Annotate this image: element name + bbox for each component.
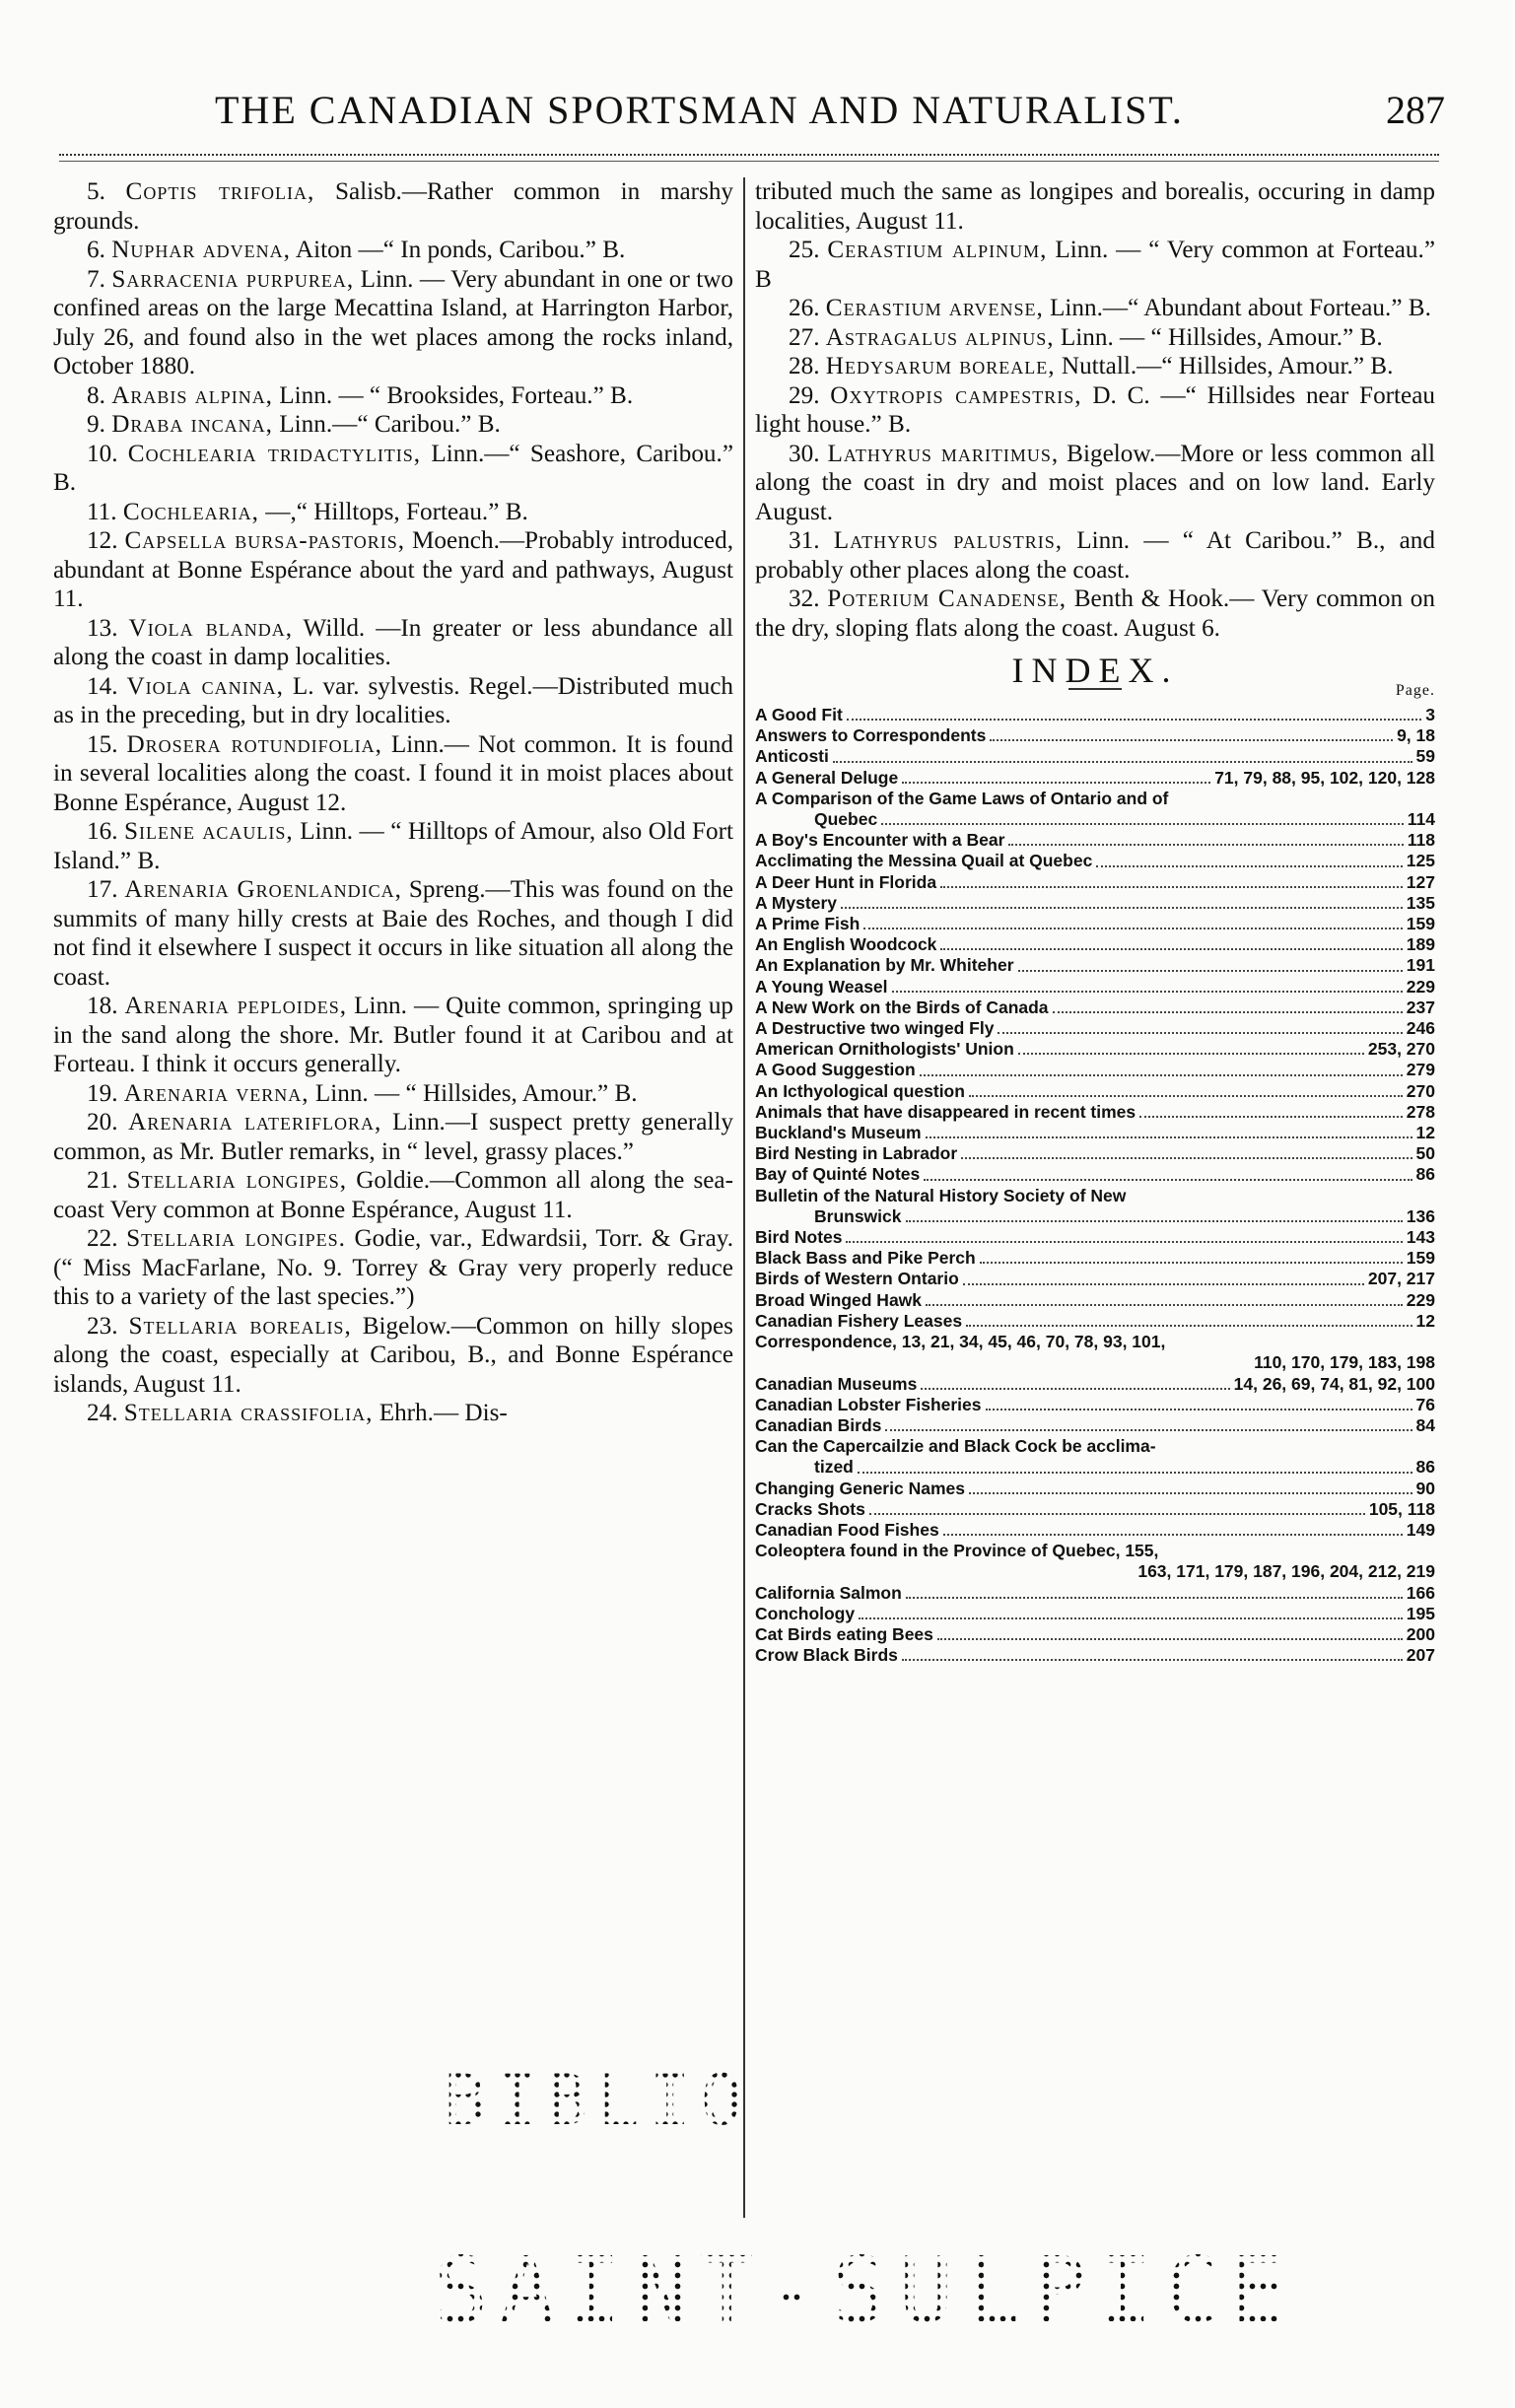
column-divider	[743, 177, 745, 2218]
dot-leader	[863, 928, 1402, 929]
entry-number: 18.	[87, 993, 118, 1019]
index-entry-title: Acclimating the Messina Quail at Quebec	[755, 851, 1093, 871]
index-entry	[755, 1541, 1435, 1561]
index-entry-pages: 143	[1406, 1227, 1435, 1248]
entry-text: D. C. —“ Hillsides near Forteau light house.” B.	[755, 381, 1435, 438]
index-entry	[755, 977, 1435, 998]
species-entry	[755, 236, 1435, 294]
species-entry	[53, 236, 733, 265]
index-entry	[755, 1164, 1435, 1185]
index-entry	[755, 1039, 1435, 1060]
index-entry-pages: 237	[1406, 997, 1435, 1017]
entry-number: 24.	[87, 1400, 118, 1426]
species-name: Nuphar advena,	[111, 237, 291, 263]
species-name: Viola blanda,	[128, 614, 293, 642]
index-entry	[755, 872, 1435, 893]
species-name: Lathyrus maritimus,	[827, 440, 1060, 467]
index-entry-title: A Good Suggestion	[755, 1060, 916, 1080]
index-entry-title: Canadian Birds	[755, 1414, 882, 1435]
entry-number: 27.	[789, 323, 820, 351]
dot-leader	[885, 1429, 1412, 1431]
species-name: Coptis trifolia,	[125, 178, 315, 205]
entry-number: 13.	[87, 614, 118, 642]
species-name: Arabis alpina,	[111, 381, 273, 409]
index-entry	[755, 725, 1435, 746]
index-entry	[755, 1143, 1435, 1164]
index-entry	[755, 809, 1435, 830]
index-entry	[755, 851, 1435, 871]
entry-number: 8.	[87, 381, 105, 409]
index-entry-title: Crow Black Birds	[755, 1645, 898, 1666]
index-page-label: Page.	[1395, 681, 1435, 699]
species-entry	[755, 323, 1435, 353]
index-entry-pages: 270	[1406, 1080, 1435, 1101]
dot-leader	[1018, 970, 1403, 972]
entry-text: Benth & Hook.— Very common on the dry, sloping flats along the coast. August 6.	[755, 585, 1435, 642]
species-entry	[755, 585, 1435, 643]
index-entry-title: Buckland's Museum	[755, 1123, 922, 1143]
index-entry	[755, 789, 1435, 809]
index-entry	[755, 914, 1435, 934]
species-name: Drosera rotundifolia,	[126, 730, 382, 758]
index-entry	[755, 1206, 1435, 1227]
index-entry-title: Bulletin of the Natural History Society of New	[755, 1185, 1127, 1205]
entry-text: Godie, var., Edwardsii, Torr. & Gray. (“ Miss MacFarlane, No. 9. Torrey & Gray very properly reduce this to a variety of the last species.”)	[53, 1225, 733, 1310]
species-name: Lathyrus palustris,	[833, 527, 1064, 554]
index-entry	[755, 1499, 1435, 1520]
species-entry	[755, 440, 1435, 527]
right-entries	[755, 236, 1435, 643]
index-entry-title: California Salmon	[755, 1582, 902, 1603]
dot-leader	[1139, 1116, 1403, 1118]
index-entry-pages: 86	[1415, 1164, 1435, 1185]
index-entry-pages: 159	[1406, 914, 1435, 934]
dot-leader	[859, 1617, 1403, 1619]
index-entry-title: An English Woodcock	[755, 934, 937, 955]
dot-leader	[1018, 1053, 1364, 1055]
index-entry	[755, 1604, 1435, 1624]
species-name: Stellaria crassifolia,	[123, 1400, 374, 1426]
entry-number: 21.	[87, 1167, 118, 1194]
index-entry-title: A Deer Hunt in Florida	[755, 871, 937, 892]
entry-text: Ehrh.— Dis-	[373, 1400, 508, 1426]
dot-leader	[963, 1283, 1364, 1285]
species-entry	[53, 381, 733, 411]
index-entry-pages: 125	[1406, 851, 1435, 871]
index-entry-pages: 86	[1415, 1457, 1435, 1478]
dot-leader	[926, 1136, 1412, 1138]
index-entry-pages: 12	[1415, 1310, 1435, 1331]
index-entry-pages: 229	[1406, 976, 1435, 997]
dot-leader	[892, 991, 1403, 993]
entry-number: 16.	[87, 818, 118, 845]
species-name: Cochlearia,	[122, 498, 259, 525]
index-entry	[755, 1561, 1435, 1582]
entry-text: Linn.—“ Abundant about Forteau.” B.	[1043, 295, 1431, 321]
index-entry	[755, 1645, 1435, 1666]
entry-text: Linn.— Not common. It is found in several localities along the coast. I found it in moist places about Bonne Espérance, August 12.	[53, 730, 733, 816]
species-entry	[53, 672, 733, 730]
index-entry-title: American Ornithologists' Union	[755, 1039, 1014, 1060]
index-entry-title: Cracks Shots	[755, 1498, 865, 1519]
index-entry-title: An Explanation by Mr. Whiteher	[755, 955, 1014, 976]
index-entry	[755, 893, 1435, 914]
dot-leader	[906, 1220, 1403, 1222]
index-entry-pages: 118	[1407, 830, 1435, 851]
index-entry-pages: 3	[1425, 705, 1435, 724]
index-entry-title: Canadian Lobster Fisheries	[755, 1394, 982, 1414]
entry-text: Moench.—Probably introduced, abundant at Bonne Espérance about the yard and pathways, August 11.	[53, 527, 734, 612]
index-entry	[755, 1102, 1435, 1123]
dot-leader	[921, 1388, 1229, 1390]
dot-leader	[998, 1032, 1402, 1034]
index-entry-pages: 253, 270	[1367, 1039, 1435, 1060]
index-entry-pages: 246	[1406, 1018, 1435, 1039]
index-entry-pages: 159	[1406, 1248, 1435, 1269]
index-entry	[755, 1018, 1435, 1039]
index-entry-title: Animals that have disappeared in recent times	[755, 1101, 1136, 1122]
species-name: Stellaria borealis,	[128, 1312, 352, 1340]
entry-number: 15.	[87, 730, 118, 758]
species-entry	[755, 294, 1435, 323]
index-entry	[755, 1520, 1435, 1541]
species-name: Poterium Canadense,	[827, 585, 1067, 612]
dot-leader	[943, 1534, 1403, 1536]
species-entry	[53, 730, 733, 818]
dot-leader	[980, 1262, 1403, 1264]
entry-text: —,“ Hilltops, Forteau.” B.	[258, 498, 528, 525]
index-entry-title: Anticosti	[755, 746, 829, 767]
index-list	[755, 705, 1435, 1666]
running-header	[55, 87, 1445, 146]
entry-number: 11.	[87, 498, 117, 525]
index-entry-title: A Young Weasel	[755, 976, 888, 997]
index-entry-title: Correspondence, 13, 21, 34, 45, 46, 70, 78, 93, 101,	[755, 1332, 1166, 1352]
species-name: Cerastium alpinum,	[827, 237, 1048, 263]
index-entry-title: Answers to Correspondents	[755, 725, 987, 746]
index-entry-pages: 90	[1415, 1478, 1435, 1498]
index-entry-pages: 135	[1406, 892, 1435, 913]
entry-number: 20.	[87, 1109, 118, 1135]
dot-leader	[906, 1597, 1403, 1599]
entry-text: Linn. — “ Very common at Forteau.” B	[755, 237, 1436, 293]
index-entry-pages: 114	[1407, 809, 1435, 830]
species-name: Cerastium arvense,	[825, 295, 1044, 321]
index-entry-title: Conchology	[755, 1603, 856, 1623]
dot-leader	[902, 1659, 1403, 1661]
index-entry	[755, 1290, 1435, 1311]
index-entry-title: A General Deluge	[755, 767, 899, 788]
index-entry-title: Canadian Fishery Leases	[755, 1310, 963, 1331]
dot-leader	[1096, 865, 1402, 867]
index-entry-title: A Comparison of the Game Laws of Ontario and of	[755, 788, 1169, 808]
entry-number: 23.	[87, 1312, 118, 1340]
entry-number: 9.	[87, 411, 105, 438]
species-entry	[53, 992, 733, 1079]
species-entry	[53, 1166, 733, 1224]
index-entry-pages: 71, 79, 88, 95, 102, 120, 128	[1214, 767, 1435, 788]
index-entry	[755, 998, 1435, 1018]
dot-leader	[846, 1241, 1402, 1243]
index-entry	[755, 1479, 1435, 1499]
index-entry	[755, 1415, 1435, 1436]
index-entry-title: Can the Capercailzie and Black Cock be acclima-	[755, 1436, 1156, 1457]
header-rule	[59, 154, 1439, 159]
page-number: 287	[1386, 88, 1445, 132]
index-entry-title: Broad Winged Hawk	[755, 1289, 923, 1310]
index-entry-title: A Destructive two winged Fly	[755, 1018, 995, 1039]
entry-text: Willd. —In greater or less abundance all along the coast in damp localities.	[53, 614, 733, 670]
dot-leader	[986, 1409, 1412, 1410]
index-title: INDEX.	[1011, 651, 1179, 690]
entry-text: Spreng.—This was found on the summits of many hilly crests at Baie des Roches, and though I did not find it elsewhere I suspect it occurs in like situation all along the coast.	[53, 876, 734, 991]
entry-text: Nuttall.—“ Hillsides, Amour.” B.	[1055, 353, 1394, 379]
index-entry	[755, 1395, 1435, 1415]
entry-number: 12.	[87, 527, 118, 554]
index-entry-pages: 279	[1406, 1060, 1435, 1080]
index-entry-title: Black Bass and Pike Perch	[755, 1248, 976, 1269]
index-entry	[755, 1624, 1435, 1645]
index-entry	[755, 1311, 1435, 1332]
dot-leader	[966, 1325, 1412, 1327]
index-entry	[755, 1186, 1435, 1206]
index-entry-pages: 9, 18	[1397, 725, 1435, 746]
species-entry	[53, 817, 733, 875]
index-entry-pages: 195	[1406, 1603, 1435, 1623]
dot-leader	[961, 1157, 1412, 1159]
index-entry	[755, 1436, 1435, 1457]
index-entry-title: tized	[814, 1457, 854, 1478]
entry-text: Bigelow.—More or less common all along the coast in dry and moist places and on low land. Early August.	[755, 440, 1436, 525]
species-entry	[53, 614, 733, 672]
entry-number: 19.	[87, 1079, 118, 1107]
dot-leader	[926, 1304, 1403, 1306]
entry-text: Goldie.—Common all along the sea-coast Very common at Bonne Espérance, August 11.	[53, 1167, 733, 1223]
index-entry-title: A Prime Fish	[755, 914, 861, 934]
entry-text: Linn. — “ Hilltops of Amour, also Old Fort Island.” B.	[53, 818, 733, 874]
entry-number: 7.	[87, 265, 105, 293]
index-entry-title: Coleoptera found in the Province of Quebec, 155,	[755, 1541, 1159, 1561]
index-entry-pages: 200	[1406, 1623, 1435, 1644]
species-entry	[53, 440, 733, 498]
left-column	[53, 177, 733, 1428]
species-name: Arenaria peploides,	[124, 993, 348, 1019]
dot-leader	[858, 1472, 1412, 1474]
index-entry	[755, 705, 1435, 725]
index-entry-pages: 136	[1406, 1205, 1435, 1226]
entry-text: Linn. — “ Brooksides, Forteau.” B.	[272, 381, 634, 409]
index-entry-title: A Mystery	[755, 892, 837, 913]
species-name: Silene acaulis,	[123, 818, 294, 845]
index-entry-title: Bay of Quinté Notes	[755, 1164, 921, 1185]
dot-leader	[937, 1638, 1403, 1640]
dot-leader	[869, 1513, 1365, 1515]
entry-number: 14.	[87, 672, 118, 700]
index-entry-title: Cat Birds eating Bees	[755, 1623, 933, 1644]
header-rule-solid	[59, 161, 1439, 162]
species-name: Arenaria verna,	[123, 1079, 310, 1107]
dot-leader	[920, 1074, 1403, 1076]
index-entry	[755, 1227, 1435, 1248]
dot-leader	[969, 1492, 1412, 1494]
species-entry	[755, 381, 1435, 440]
index-entry-title: A Boy's Encounter with a Bear	[755, 830, 1005, 851]
entry-text: Linn. — Very abundant in one or two confined areas on the large Mecattina Island, at Harrington Harbor, July 26, and found also in the wet places among the rocks inland, October 1880.	[53, 265, 733, 379]
index-entry-title: Bird Nesting in Labrador	[755, 1143, 958, 1164]
index-entry-title: 163, 171, 179, 187, 196, 204, 212, 219	[1137, 1561, 1435, 1582]
dot-leader	[841, 907, 1403, 909]
entry-number: 32.	[789, 585, 820, 612]
index-entry-pages: 84	[1415, 1414, 1435, 1435]
entry-number: 17.	[87, 876, 118, 903]
entry-text: Linn. — “ At Caribou.” B., and probably other places along the coast.	[755, 527, 1435, 584]
index-entry-title: A New Work on the Birds of Canada	[755, 997, 1049, 1017]
index-entry-title: An Icthyological question	[755, 1080, 965, 1101]
index-entry-title: Brunswick	[814, 1205, 902, 1226]
dot-leader	[924, 1179, 1412, 1181]
index-entry	[755, 830, 1435, 851]
entry-text: Linn. — “ Hillsides, Amour.” B.	[1054, 323, 1383, 351]
entry-text: Aiton —“ In ponds, Caribou.” B.	[290, 237, 626, 263]
dot-leader	[1053, 1011, 1403, 1013]
index-entry-pages: 76	[1415, 1394, 1435, 1414]
species-entry	[755, 352, 1435, 381]
index-entry	[755, 1352, 1435, 1373]
index-entry-pages: 59	[1415, 746, 1435, 767]
species-name: Hedysarum boreale,	[825, 353, 1056, 379]
entry-text: Salisb.—Rather common in marshy grounds.	[53, 178, 734, 235]
index-entry	[755, 746, 1435, 767]
index-entry	[755, 1269, 1435, 1289]
index-entry-title: Canadian Museums	[755, 1373, 918, 1394]
index-entry-pages: 14, 26, 69, 74, 81, 92, 100	[1233, 1373, 1435, 1394]
index-entry-pages: 50	[1415, 1143, 1435, 1164]
index-entry-pages: 189	[1406, 934, 1435, 955]
species-entry	[53, 410, 733, 440]
dot-leader	[881, 823, 1404, 825]
species-name: Oxytropis campestris,	[830, 381, 1082, 409]
index-entry-pages: 191	[1406, 955, 1435, 976]
species-name: Stellaria longipes,	[126, 1167, 348, 1194]
index-entry	[755, 1457, 1435, 1478]
index-entry	[755, 768, 1435, 789]
species-entry	[53, 1312, 733, 1400]
index-entry-title: Birds of Western Ontario	[755, 1269, 959, 1289]
index-entry	[755, 1583, 1435, 1604]
right-column	[755, 177, 1435, 1666]
index-entry	[755, 955, 1435, 976]
continuation-paragraph: tributed much the same as longipes and borealis, occuring in damp localities, August 11.	[755, 178, 1435, 235]
dot-leader	[847, 719, 1421, 721]
entry-text: L. var. sylvestis. Regel.—Distributed much as in the preceding, but in dry localities.	[53, 672, 734, 728]
index-entry-title: Quebec	[814, 809, 878, 830]
dot-leader	[940, 886, 1403, 888]
index-entry-title: Canadian Food Fishes	[755, 1519, 939, 1540]
dot-leader	[940, 948, 1402, 950]
entry-text: Linn. — Quite common, springing up in the sand along the shore. Mr. Butler found it at Caribou and at Forteau. I think it occurs generally.	[53, 993, 734, 1077]
species-entry	[755, 526, 1435, 585]
index-entry	[755, 1374, 1435, 1395]
species-entry	[53, 1108, 733, 1166]
index-entry-pages: 149	[1406, 1519, 1435, 1540]
entry-text: Linn.—“ Caribou.” B.	[272, 411, 501, 438]
dot-leader	[1008, 844, 1403, 846]
species-entry	[53, 526, 733, 614]
index-entry-pages: 105, 118	[1368, 1498, 1435, 1519]
species-entry	[53, 498, 733, 527]
dot-leader	[990, 739, 1393, 741]
index-entry	[755, 1081, 1435, 1102]
entry-number: 22.	[87, 1225, 118, 1252]
species-name: Draba incana,	[111, 411, 273, 438]
index-entry-pages: 166	[1406, 1582, 1435, 1603]
species-name: Arenaria lateriflora,	[128, 1109, 382, 1135]
species-name: Arenaria Groenlandica,	[124, 876, 402, 903]
index-entry	[755, 1123, 1435, 1143]
species-entry	[53, 1224, 733, 1312]
index-entry	[755, 1332, 1435, 1352]
species-name: Sarracenia purpurea,	[111, 265, 355, 293]
entry-text: Bigelow.—Common on hilly slopes along the coast, especially at Caribou, B., and Bonne Espérance islands, August 11.	[53, 1312, 733, 1398]
index-entry-title: Changing Generic Names	[755, 1478, 965, 1498]
species-entry	[53, 1079, 733, 1109]
species-name: Capsella bursa-pastoris,	[124, 527, 406, 554]
entry-text: Linn.—I suspect pretty generally common, as Mr. Butler remarks, in “ level, grassy places.”	[53, 1109, 734, 1165]
dot-leader	[969, 1095, 1403, 1097]
index-entry-pages: 229	[1406, 1289, 1435, 1310]
species-name: Viola canina,	[126, 672, 284, 700]
species-entry	[53, 1399, 733, 1428]
index-entry	[755, 934, 1435, 955]
species-entry	[53, 177, 733, 236]
entry-number: 10.	[87, 440, 118, 467]
dot-leader	[833, 761, 1412, 763]
entry-number: 28.	[789, 353, 820, 379]
index-entry-pages: 207, 217	[1367, 1269, 1435, 1289]
species-name: Stellaria longipes.	[126, 1225, 346, 1252]
library-stamp-line1: BIBLIO	[444, 2060, 752, 2141]
entry-number: 29.	[789, 381, 820, 409]
index-entry-pages: 278	[1406, 1101, 1435, 1122]
entry-number: 30.	[789, 440, 820, 467]
entry-number: 26.	[789, 295, 820, 321]
entry-text: Linn.—“ Seashore, Caribou.” B.	[53, 440, 734, 496]
index-entry-pages: 127	[1406, 871, 1435, 892]
entry-number: 5.	[87, 178, 105, 205]
entry-text: Linn. — “ Hillsides, Amour.” B.	[309, 1079, 638, 1107]
index-entry	[755, 1248, 1435, 1269]
dot-leader	[902, 782, 1210, 784]
index-entry-title: Bird Notes	[755, 1227, 843, 1248]
entry-number: 25.	[789, 237, 820, 263]
entry-number: 31.	[789, 527, 820, 554]
index-entry-title: A Good Fit	[755, 705, 843, 724]
index-entry-title: 110, 170, 179, 183, 198	[1254, 1352, 1435, 1373]
index-entry-pages: 12	[1415, 1123, 1435, 1143]
species-entry	[53, 265, 733, 381]
species-entry	[53, 875, 733, 992]
journal-title: THE CANADIAN SPORTSMAN AND NATURALIST.	[215, 88, 1184, 132]
library-stamp-line2: SAINT-SULPICE	[434, 2237, 1298, 2343]
entry-number: 6.	[87, 237, 105, 263]
species-name: Astragalus alpinus,	[825, 323, 1055, 351]
species-name: Cochlearia tridactylitis,	[127, 440, 422, 467]
index-entry	[755, 1060, 1435, 1080]
index-entry-pages: 207	[1406, 1645, 1435, 1666]
